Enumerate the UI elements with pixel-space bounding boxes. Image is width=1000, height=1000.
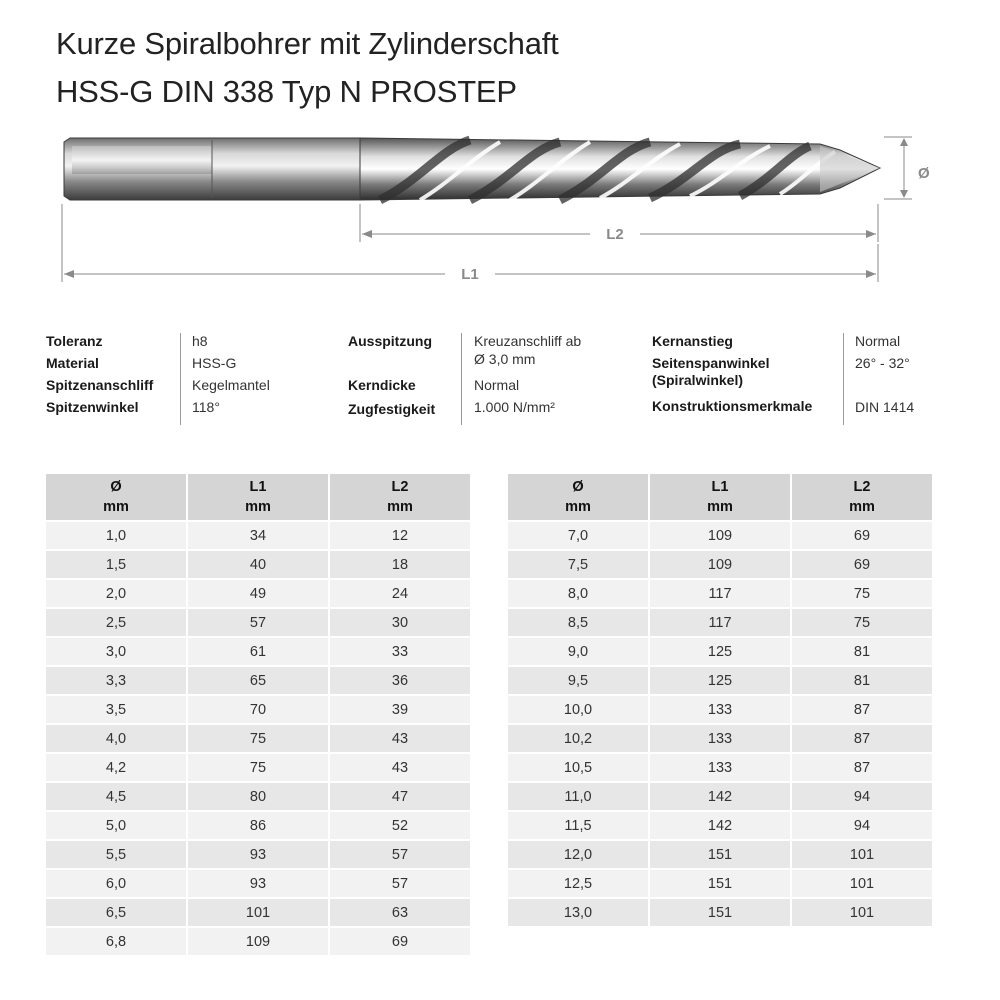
cell-diameter: 7,0: [508, 522, 648, 549]
table-row: [46, 725, 470, 752]
table-row: [46, 551, 470, 578]
table-row: [46, 928, 470, 955]
cell-diameter: 10,5: [508, 754, 648, 781]
cell-diameter: 4,0: [46, 725, 186, 752]
divider: [843, 333, 844, 425]
cell-diameter: 5,0: [46, 812, 186, 839]
table-row: [508, 812, 932, 839]
spec-value: 26° - 32°: [855, 355, 910, 371]
cell-l1: 75: [188, 725, 328, 752]
table-row: [46, 783, 470, 810]
cell-l2: 18: [330, 551, 470, 578]
header-diameter: Ø mm: [508, 474, 648, 520]
header-diameter: Ø mm: [46, 474, 186, 520]
cell-l2: 101: [792, 899, 932, 926]
cell-diameter: 3,5: [46, 696, 186, 723]
table-row: [508, 667, 932, 694]
cell-diameter: 13,0: [508, 899, 648, 926]
cell-l2: 63: [330, 899, 470, 926]
cell-l2: 57: [330, 870, 470, 897]
dimension-table-left: [44, 472, 472, 957]
table-row: [46, 609, 470, 636]
spec-value: 118°: [192, 399, 220, 415]
cell-l2: 81: [792, 638, 932, 665]
table-row: [46, 522, 470, 549]
cell-l2: 69: [330, 928, 470, 955]
cell-l1: 151: [650, 870, 790, 897]
table-row: [508, 754, 932, 781]
spec-value: Normal: [855, 333, 901, 349]
cell-diameter: 12,0: [508, 841, 648, 868]
page-title-line1: Kurze Spiralbohrer mit Zylinderschaft: [56, 26, 559, 61]
table-row: [508, 725, 932, 752]
cell-l1: 142: [650, 812, 790, 839]
table-row: [508, 580, 932, 607]
cell-diameter: 9,0: [508, 638, 648, 665]
cell-l1: 70: [188, 696, 328, 723]
cell-l1: 40: [188, 551, 328, 578]
cell-diameter: 3,0: [46, 638, 186, 665]
spec-label: Kernanstieg: [652, 333, 733, 349]
cell-diameter: 12,5: [508, 870, 648, 897]
cell-diameter: 6,8: [46, 928, 186, 955]
cell-diameter: 11,0: [508, 783, 648, 810]
cell-diameter: 7,5: [508, 551, 648, 578]
cell-l1: 151: [650, 899, 790, 926]
cell-l2: 75: [792, 609, 932, 636]
cell-l1: 117: [650, 580, 790, 607]
cell-l2: 87: [792, 725, 932, 752]
divider: [180, 333, 181, 425]
cell-l1: 34: [188, 522, 328, 549]
cell-diameter: 1,5: [46, 551, 186, 578]
spec-value: Normal: [474, 377, 520, 393]
table-row: [508, 899, 932, 926]
cell-l2: 81: [792, 667, 932, 694]
cell-l1: 49: [188, 580, 328, 607]
cell-diameter: 8,5: [508, 609, 648, 636]
table-row: [508, 609, 932, 636]
table-row: [508, 696, 932, 723]
cell-l2: 39: [330, 696, 470, 723]
cell-l1: 151: [650, 841, 790, 868]
cell-diameter: 8,0: [508, 580, 648, 607]
drill-flute-body: [360, 138, 880, 200]
cell-l2: 69: [792, 551, 932, 578]
header-l1: L1 mm: [650, 474, 790, 520]
cell-l2: 69: [792, 522, 932, 549]
drill-technical-drawing: [0, 120, 1000, 300]
table-row: [508, 638, 932, 665]
cell-l2: 101: [792, 870, 932, 897]
cell-diameter: 10,2: [508, 725, 648, 752]
cell-l2: 57: [330, 841, 470, 868]
cell-diameter: 5,5: [46, 841, 186, 868]
page-title-line2: HSS-G DIN 338 Typ N PROSTEP: [56, 74, 517, 109]
cell-diameter: 2,0: [46, 580, 186, 607]
spec-label: Seitenspanwinkel: [652, 355, 770, 371]
l2-label: L2: [606, 226, 624, 243]
cell-l2: 43: [330, 754, 470, 781]
spec-value: Kegelmantel: [192, 377, 270, 393]
table-row: [508, 841, 932, 868]
cell-l1: 125: [650, 638, 790, 665]
drill-shank: [64, 138, 360, 200]
cell-diameter: 4,5: [46, 783, 186, 810]
table-row: [46, 667, 470, 694]
cell-l2: 33: [330, 638, 470, 665]
cell-l1: 133: [650, 725, 790, 752]
spec-label: Toleranz: [46, 333, 103, 349]
header-l2: L2 mm: [792, 474, 932, 520]
table-row: [46, 696, 470, 723]
spec-label: Zugfestigkeit: [348, 401, 436, 417]
cell-diameter: 1,0: [46, 522, 186, 549]
table-row: [508, 551, 932, 578]
cell-l2: 87: [792, 696, 932, 723]
cell-l2: 30: [330, 609, 470, 636]
cell-l1: 109: [650, 551, 790, 578]
cell-l1: 93: [188, 841, 328, 868]
table-row: [508, 522, 932, 549]
spec-value: h8: [192, 333, 208, 349]
header-l1: L1 mm: [188, 474, 328, 520]
cell-diameter: 6,0: [46, 870, 186, 897]
table-row: [46, 841, 470, 868]
table-row: [46, 812, 470, 839]
diameter-label: Ø: [918, 165, 930, 182]
cell-l2: 52: [330, 812, 470, 839]
table-row: [508, 783, 932, 810]
cell-l1: 109: [650, 522, 790, 549]
cell-l2: 36: [330, 667, 470, 694]
cell-l2: 101: [792, 841, 932, 868]
spec-value: Kreuzanschliff ab: [474, 333, 582, 349]
cell-l1: 133: [650, 754, 790, 781]
cell-diameter: 11,5: [508, 812, 648, 839]
spec-label: Konstruktionsmerkmale: [652, 398, 813, 414]
spec-value: DIN 1414: [855, 399, 915, 415]
cell-l1: 75: [188, 754, 328, 781]
spec-label: Spitzenwinkel: [46, 399, 139, 415]
cell-diameter: 9,5: [508, 667, 648, 694]
cell-l2: 94: [792, 812, 932, 839]
l1-label: L1: [461, 266, 479, 283]
cell-l2: 87: [792, 754, 932, 781]
cell-l1: 65: [188, 667, 328, 694]
cell-l1: 86: [188, 812, 328, 839]
table-row: [46, 580, 470, 607]
cell-l2: 94: [792, 783, 932, 810]
cell-diameter: 4,2: [46, 754, 186, 781]
spec-label: Kerndicke: [348, 377, 416, 393]
cell-l1: 142: [650, 783, 790, 810]
table-row: [46, 899, 470, 926]
cell-l1: 133: [650, 696, 790, 723]
cell-l2: 47: [330, 783, 470, 810]
spec-value: HSS-G: [192, 355, 237, 371]
table-row: [508, 870, 932, 897]
cell-diameter: 2,5: [46, 609, 186, 636]
header-l2: L2 mm: [330, 474, 470, 520]
cell-l1: 61: [188, 638, 328, 665]
diameter-dimension: [884, 137, 912, 199]
cell-l1: 101: [188, 899, 328, 926]
spec-label: Ausspitzung: [348, 333, 432, 349]
cell-l2: 12: [330, 522, 470, 549]
table-row: [46, 638, 470, 665]
spec-value: Ø 3,0 mm: [474, 351, 536, 367]
cell-l1: 80: [188, 783, 328, 810]
divider: [461, 333, 462, 425]
cell-l1: 57: [188, 609, 328, 636]
cell-l1: 125: [650, 667, 790, 694]
spec-label: (Spiralwinkel): [652, 372, 744, 388]
cell-l2: 75: [792, 580, 932, 607]
spec-value: 1.000 N/mm²: [474, 399, 555, 415]
table-row: [46, 754, 470, 781]
spec-label: Material: [46, 355, 99, 371]
cell-diameter: 6,5: [46, 899, 186, 926]
cell-l2: 24: [330, 580, 470, 607]
cell-l2: 43: [330, 725, 470, 752]
spec-label: Spitzenanschliff: [46, 377, 154, 393]
spec-section: [0, 333, 1000, 428]
dimension-table-right: [506, 472, 934, 928]
table-row: [46, 870, 470, 897]
cell-diameter: 3,3: [46, 667, 186, 694]
cell-l1: 93: [188, 870, 328, 897]
cell-diameter: 10,0: [508, 696, 648, 723]
cell-l1: 117: [650, 609, 790, 636]
cell-l1: 109: [188, 928, 328, 955]
